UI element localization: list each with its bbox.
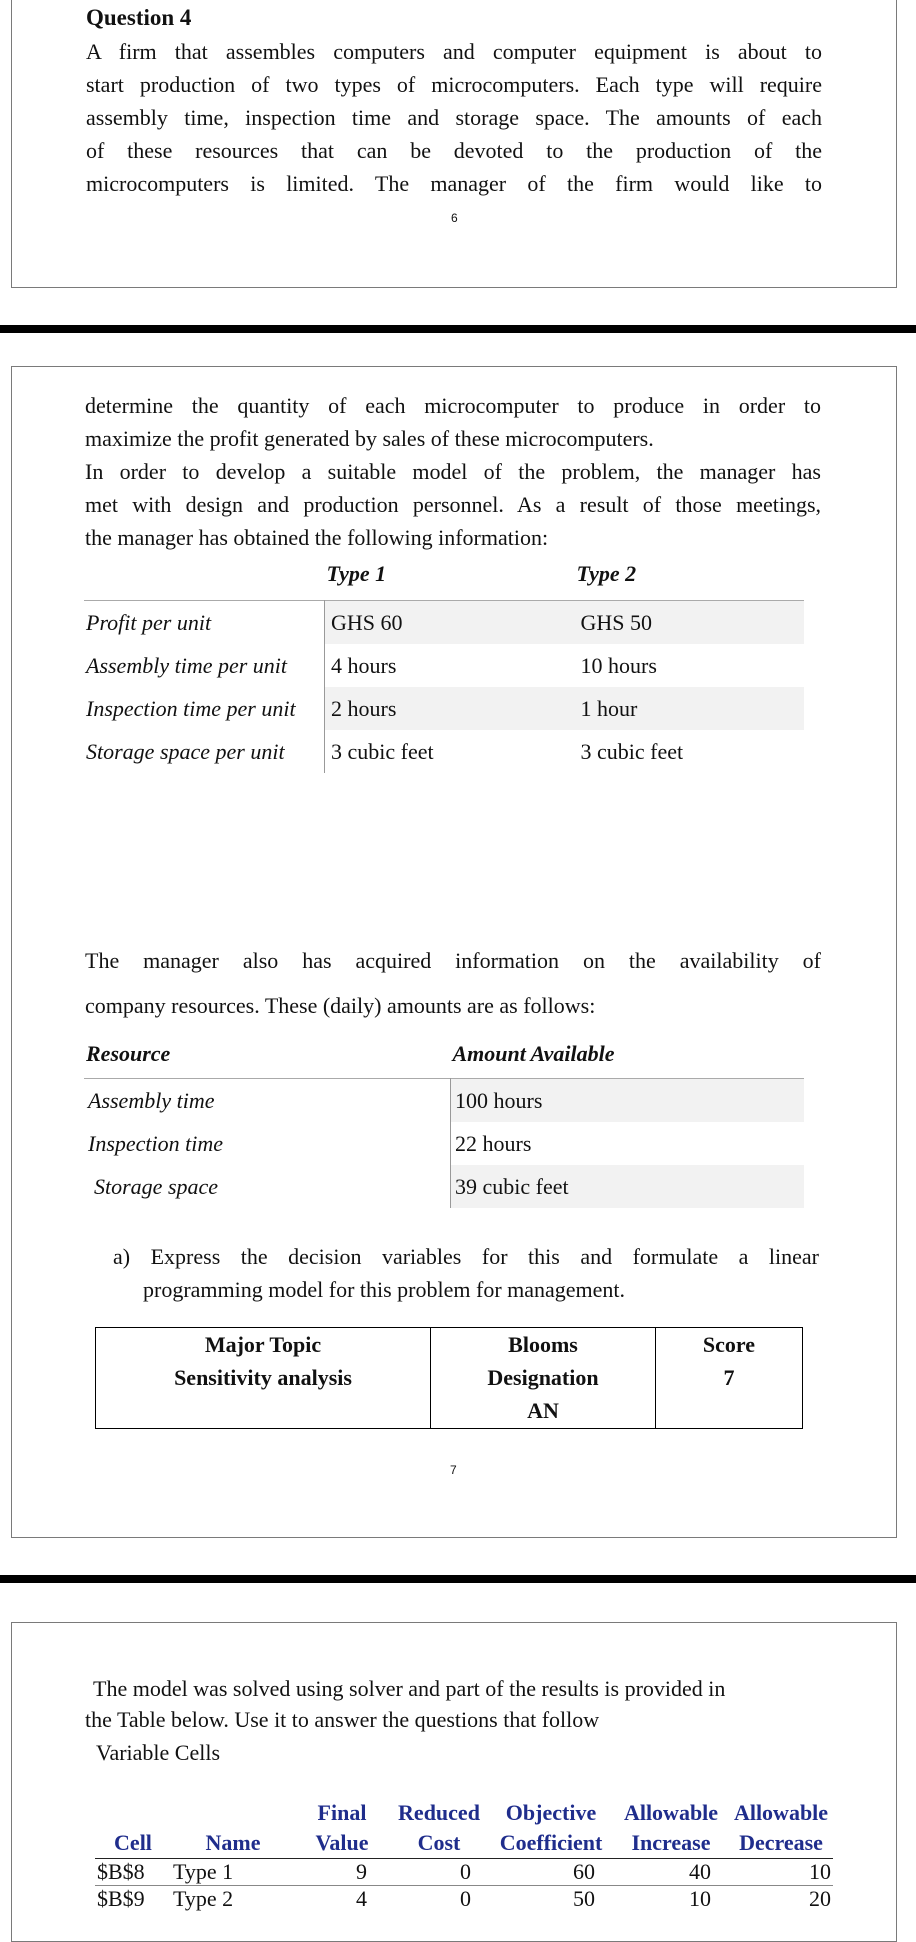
info-table: [84, 548, 804, 773]
info-row-type1: 4 hours: [331, 653, 397, 678]
question-paragraph-line-3: assembly time, inspection time and storage space. The amounts of each: [86, 105, 822, 130]
info-row-type2: 3 cubic feet: [580, 739, 684, 764]
blooms-label-2: Designation: [487, 1365, 599, 1390]
meta-table: [95, 1327, 803, 1429]
solver-intro-line-1: The model was solved using solver and part of the results is provided in: [93, 1676, 726, 1701]
blooms-cell: [431, 1328, 656, 1429]
row-cell: $B$8: [97, 1859, 145, 1884]
question-a-line-2: programming model for this problem for management.: [143, 1277, 626, 1302]
header-allowable-increase: Increase: [613, 1828, 729, 1859]
header-top-objective: Objective: [505, 1800, 597, 1825]
info-row-type2: 1 hour: [575, 687, 805, 730]
row-allowable-decrease: 10: [809, 1859, 831, 1884]
intro-line-3: In order to develop a suitable model of the problem, the manager has: [85, 459, 821, 484]
variable-cells-title: Variable Cells: [96, 1740, 221, 1765]
major-topic-value: Sensitivity analysis: [174, 1365, 352, 1390]
row-final-value: 9: [356, 1859, 367, 1884]
major-topic-label: Major Topic: [204, 1332, 322, 1357]
header-top-name: [171, 1798, 295, 1828]
intro-line-4: met with design and production personnel. As a result of those meetings,: [85, 492, 821, 517]
major-topic-cell: [96, 1328, 431, 1429]
row-objective-coefficient: 50: [573, 1886, 595, 1911]
row-name: Type 2: [173, 1886, 234, 1911]
table-row: [84, 644, 804, 687]
row-name: Type 1: [173, 1859, 234, 1884]
row-allowable-decrease: 20: [809, 1886, 831, 1911]
info-row-type2: GHS 50: [575, 601, 805, 645]
table-row: [84, 1079, 804, 1123]
availability-line-2: company resources. These (daily) amounts are as follows:: [85, 993, 596, 1018]
question-paragraph-line-1: A firm that assembles computers and computer equipment is about to: [86, 39, 822, 64]
info-row-type1: 3 cubic feet: [331, 739, 434, 764]
info-row-type1: GHS 60: [325, 601, 575, 645]
page-separator: [0, 325, 916, 333]
info-row-type1: 2 hours: [325, 687, 575, 730]
score-cell: [656, 1328, 803, 1429]
info-header-blank: [84, 548, 325, 601]
info-header-type2: Type 2: [576, 561, 637, 586]
table-row: [84, 1165, 804, 1208]
row-reduced-cost: 0: [460, 1859, 471, 1884]
header-top-reduced: Reduced: [398, 1800, 480, 1825]
header-allowable-decrease: Decrease: [729, 1828, 833, 1859]
info-header-type1: Type 1: [326, 561, 387, 586]
header-top-decrease: Allowable: [733, 1800, 829, 1825]
resource-table: [84, 1030, 804, 1208]
question-paragraph-line-2: start production of two types of microcomputers. Each type will require: [86, 72, 822, 97]
header-top-increase: Allowable: [623, 1800, 719, 1825]
score-value: 7: [723, 1365, 735, 1390]
page-1: [11, 0, 897, 288]
solver-intro-line-2: the Table below. Use it to answer the questions that follow: [85, 1707, 600, 1732]
resource-amount: 39 cubic feet: [451, 1165, 805, 1208]
question-heading: Question 4: [86, 5, 192, 30]
table-row: [84, 1122, 804, 1165]
header-objective-coefficient: Coefficient: [489, 1828, 613, 1859]
table-row: [84, 687, 804, 730]
row-reduced-cost: 0: [460, 1886, 471, 1911]
blooms-label-1: Blooms: [508, 1332, 578, 1357]
resource-amount: 100 hours: [451, 1079, 805, 1123]
page-number: 6: [451, 211, 458, 225]
header-top-final: Final: [317, 1800, 367, 1825]
table-row: [84, 730, 804, 773]
table-row: [95, 1886, 833, 1913]
row-allowable-increase: 40: [689, 1859, 711, 1884]
info-row-type2: 10 hours: [580, 653, 657, 678]
page-separator: [0, 1575, 916, 1583]
info-row-label: Inspection time per unit: [84, 687, 325, 730]
header-name: Name: [171, 1828, 295, 1859]
header-final-value: Value: [295, 1828, 389, 1859]
resource-name: Inspection time: [84, 1122, 451, 1165]
resource-name: Storage space: [84, 1165, 451, 1208]
page-number: 7: [450, 1463, 457, 1477]
blooms-value: AN: [527, 1398, 559, 1423]
row-objective-coefficient: 60: [573, 1859, 595, 1884]
availability-line-1: The manager also has acquired information on the availability of: [85, 948, 821, 973]
question-paragraph-line-4: of these resources that can be devoted to the production of the: [86, 138, 822, 163]
resource-header: Resource: [86, 1041, 171, 1066]
info-row-label: Profit per unit: [84, 601, 325, 645]
table-row: [95, 1859, 833, 1886]
intro-line-2: maximize the profit generated by sales of these microcomputers.: [85, 426, 654, 451]
score-label: Score: [702, 1332, 756, 1357]
question-paragraph-line-5: microcomputers is limited. The manager of the firm would like to: [86, 171, 822, 196]
header-cell: Cell: [95, 1828, 171, 1859]
header-reduced-cost: Cost: [389, 1828, 489, 1859]
header-top-cell: [95, 1798, 171, 1828]
intro-line-5: the manager has obtained the following information:: [85, 525, 549, 550]
resource-name: Assembly time: [84, 1079, 451, 1123]
variable-cells-table: [95, 1798, 833, 1912]
info-row-label: Storage space per unit: [84, 730, 325, 773]
table-row: [84, 601, 804, 645]
intro-line-1: determine the quantity of each microcomputer to produce in order to: [85, 393, 821, 418]
row-allowable-increase: 10: [689, 1886, 711, 1911]
row-cell: $B$9: [97, 1886, 145, 1911]
info-row-label: Assembly time per unit: [84, 644, 325, 687]
amount-header: Amount Available: [452, 1041, 615, 1066]
question-a-line-1: a) Express the decision variables for this and formulate a linear: [113, 1244, 819, 1269]
resource-amount: 22 hours: [455, 1130, 532, 1156]
row-final-value: 4: [356, 1886, 367, 1911]
